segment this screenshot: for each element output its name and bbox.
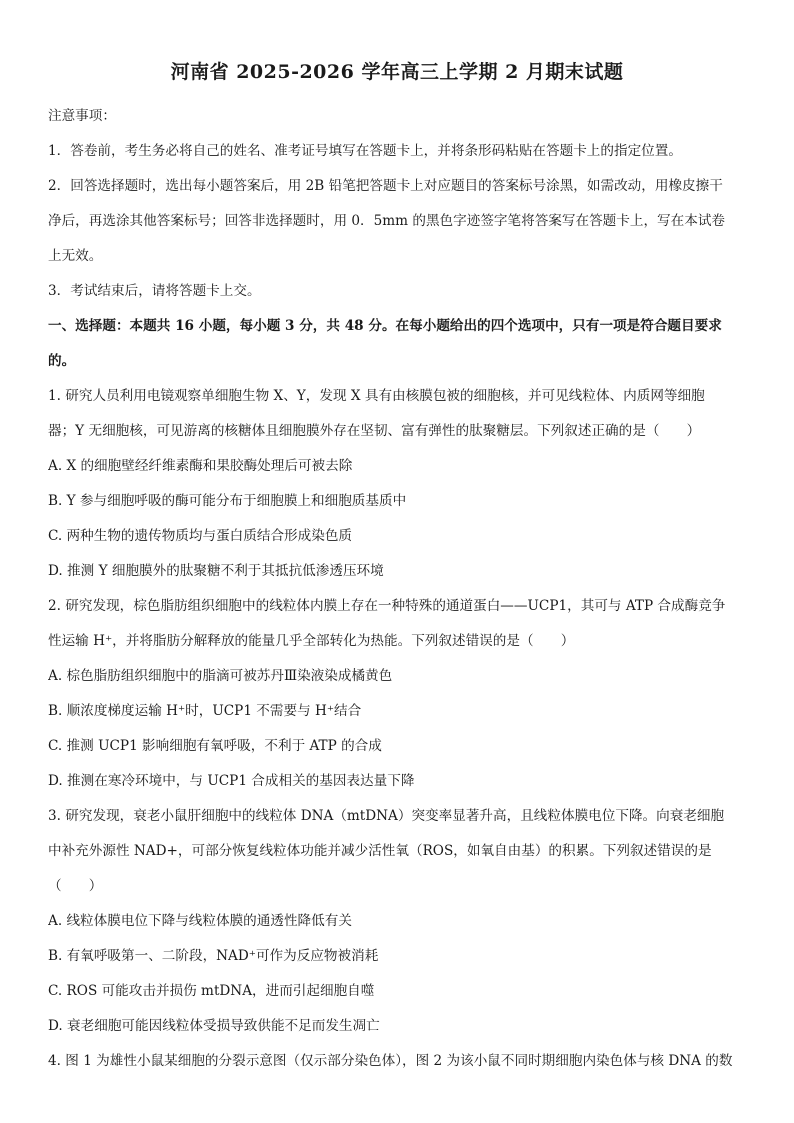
notice-item-3: 3．考试结束后，请将答题卡上交。	[48, 283, 261, 299]
exam-body	[48, 99, 746, 1079]
question-2-option-a: A. 棕色脂肪组织细胞中的脂滴可被苏丹Ⅲ染液染成橘黄色	[48, 668, 393, 684]
notice-item-2-line-3: 上无效。	[48, 248, 103, 264]
question-3-option-c: C. ROS 可能攻击并损伤 mtDNA，进而引起细胞自噬	[48, 983, 375, 999]
question-1-option-b: B. Y 参与细胞呼吸的酶可能分布于细胞膜上和细胞质基质中	[48, 493, 407, 509]
section-heading-line-2: 的。	[48, 353, 76, 369]
notice-item-1: 1．答卷前，考生务必将自己的姓名、准考证号填写在答题卡上，并将条形码粘贴在答题卡上的指定位置。	[48, 143, 682, 159]
question-3-option-d: D. 衰老细胞可能因线粒体受损导致供能不足而发生凋亡	[48, 1018, 380, 1034]
question-1-option-a: A. X 的细胞壁经纤维素酶和果胶酶处理后可被去除	[48, 458, 353, 474]
question-2-stem-line-1: 2. 研究发现，棕色脂肪组织细胞中的线粒体内膜上存在一种特殊的通道蛋白——UCP1，其可与 ATP 合成酶竞争	[48, 598, 726, 614]
question-2-option-c: C. 推测 UCP1 影响细胞有氧呼吸，不利于 ATP 的合成	[48, 738, 382, 754]
question-2-option-d: D. 推测在寒冷环境中，与 UCP1 合成相关的基因表达量下降	[48, 773, 415, 789]
page-title: 河南省 2025-2026 学年高三上学期 2 月期末试题	[170, 61, 624, 83]
notice-item-2-line-2: 净后，再选涂其他答案标号；回答非选择题时，用 0．5mm 的黑色字迹签字笔将答案写在答题卡上，写在本试卷	[48, 213, 726, 229]
notice-heading: 注意事项：	[48, 108, 116, 124]
notice-item-2-line-1: 2．回答选择题时，选出每小题答案后，用 2B 铅笔把答题卡上对应题目的答案标号涂黑，如需改动，用橡皮擦干	[48, 178, 723, 194]
question-2-option-b: B. 顺浓度梯度运输 H⁺时，UCP1 不需要与 H⁺结合	[48, 703, 362, 719]
question-3-option-a: A. 线粒体膜电位下降与线粒体膜的通透性降低有关	[48, 913, 352, 929]
question-3-stem-line-2: 中补充外源性 NAD+，可部分恢复线粒体功能并减少活性氧（ROS，如氧自由基）的积累。下列叙述错误的是	[48, 843, 712, 859]
question-2-stem-line-2: 性运输 H⁺，并将脂肪分解释放的能量几乎全部转化为热能。下列叙述错误的是（ ）	[48, 633, 575, 649]
question-3-stem-line-3: （ ）	[48, 878, 103, 894]
question-1-stem-line-2: 器；Y 无细胞核，可见游离的核糖体且细胞膜外存在坚韧、富有弹性的肽聚糖层。下列叙述正确的是（ ）	[48, 423, 701, 439]
question-3-stem-line-1: 3. 研究发现，衰老小鼠肝细胞中的线粒体 DNA（mtDNA）突变率显著升高，且线粒体膜电位下降。向衰老细胞	[48, 808, 725, 824]
question-1-stem-line-1: 1. 研究人员利用电镜观察单细胞生物 X、Y，发现 X 具有由核膜包被的细胞核，并可见线粒体、内质网等细胞	[48, 388, 705, 404]
question-4-stem-line-1: 4. 图 1 为雄性小鼠某细胞的分裂示意图（仅示部分染色体），图 2 为该小鼠不同时期细胞内染色体与核 DNA 的数	[48, 1053, 733, 1069]
question-1-option-c: C. 两种生物的遗传物质均与蛋白质结合形成染色质	[48, 528, 353, 544]
question-1-option-d: D. 推测 Y 细胞膜外的肽聚糖不利于其抵抗低渗透压环境	[48, 563, 384, 579]
question-3-option-b: B. 有氧呼吸第一、二阶段，NAD⁺可作为反应物被消耗	[48, 948, 379, 964]
section-heading-line-1: 一、选择题：本题共 16 小题，每小题 3 分，共 48 分。在每小题给出的四个选项中，只有一项是符合题目要求	[48, 318, 722, 334]
